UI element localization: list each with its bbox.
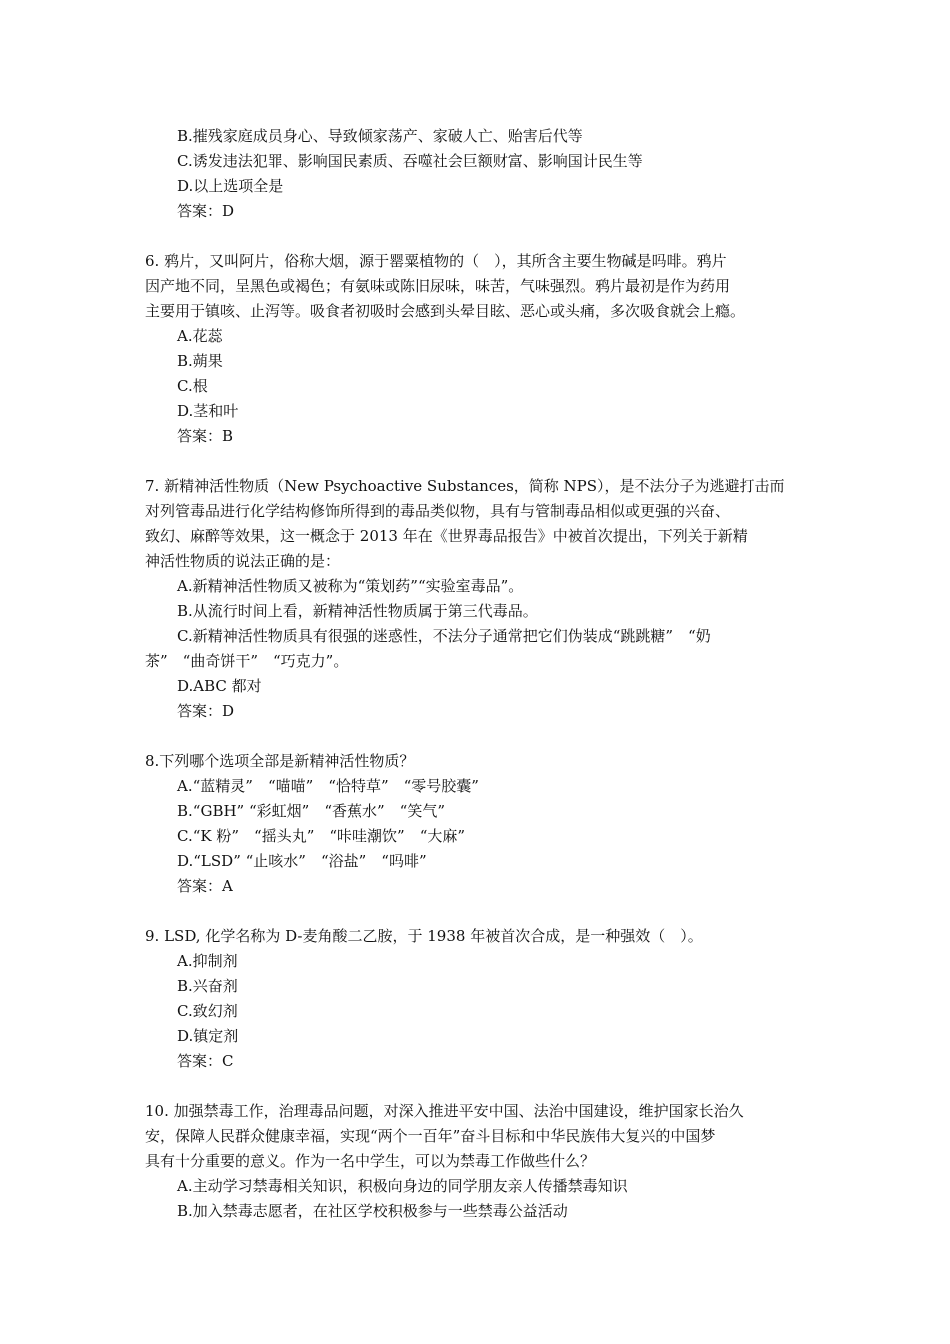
option-b: B.从流行时间上看，新精神活性物质属于第三代毒品。	[177, 602, 538, 620]
option-b: B.“GBH” “彩虹烟” “香蕉水” “笑气”	[177, 802, 445, 820]
question-stem-line: 对列管毒品进行化学结构修饰所得到的毒品类似物，具有与管制毒品相似或更强的兴奋、	[145, 502, 731, 520]
option-a: A.抑制剂	[177, 952, 238, 970]
option-d: D.茎和叶	[177, 402, 239, 420]
option-a: A.主动学习禁毒相关知识，积极向身边的同学朋友亲人传播禁毒知识	[177, 1177, 628, 1195]
answer: 答案：A	[177, 877, 233, 895]
question-6	[145, 249, 810, 449]
option-c: C.新精神活性物质具有很强的迷惑性，不法分子通常把它们伪装成“跳跳糖” “奶	[177, 627, 711, 645]
question-stem-line: 10. 加强禁毒工作，治理毒品问题，对深入推进平安中国、法治中国建设，维护国家长治久	[145, 1102, 744, 1120]
question-stem-line: 6. 鸦片，又叫阿片，俗称大烟，源于罂粟植物的（ ），其所含主要生物碱是吗啡。鸦片	[145, 252, 727, 270]
option-d: D.ABC 都对	[177, 677, 262, 695]
question-stem-line: 因产地不同，呈黑色或褐色；有氨味或陈旧尿味，味苦，气味强烈。鸦片最初是作为药用	[145, 277, 731, 295]
answer: 答案：C	[177, 1052, 234, 1070]
question-7	[145, 474, 810, 724]
document-body	[145, 124, 810, 1224]
question-5-tail	[145, 124, 810, 224]
question-stem-line: 具有十分重要的意义。作为一名中学生，可以为禁毒工作做些什么？	[145, 1152, 596, 1170]
option-d: D.镇定剂	[177, 1027, 239, 1045]
answer: 答案：B	[177, 427, 234, 445]
option-c: C.致幻剂	[177, 1002, 238, 1020]
question-10	[145, 1099, 810, 1224]
option-a: A.新精神活性物质又被称为“策划药”“实验室毒品”。	[177, 577, 524, 595]
option-c: C.“K 粉” “摇头丸” “咔哇潮饮” “大麻”	[177, 827, 466, 845]
question-9	[145, 924, 810, 1074]
option-d: D.“LSD” “止咳水” “浴盐” “吗啡”	[177, 852, 427, 870]
option-a: A.“蓝精灵” “喵喵” “恰特草” “零号胶囊”	[177, 777, 479, 795]
question-stem-line: 致幻、麻醉等效果，这一概念于 2013 年在《世界毒品报告》中被首次提出，下列关于新精	[145, 527, 748, 545]
option-a: A.花蕊	[177, 327, 223, 345]
question-8	[145, 749, 810, 899]
option-d: D.以上选项全是	[177, 177, 284, 195]
option-c: C.根	[177, 377, 208, 395]
answer: 答案：D	[177, 202, 235, 220]
option-b: B.蒴果	[177, 352, 223, 370]
answer: 答案：D	[177, 702, 235, 720]
question-stem-line: 主要用于镇咳、止泻等。吸食者初吸时会感到头晕目眩、恶心或头痛，多次吸食就会上瘾。	[145, 302, 746, 320]
option-b: B.摧残家庭成员身心、导致倾家荡产、家破人亡、贻害后代等	[177, 127, 583, 145]
question-stem-line: 9. LSD, 化学名称为 D-麦角酸二乙胺，于 1938 年被首次合成，是一种强效（ ）。	[145, 927, 703, 945]
option-c-continuation: 茶” “曲奇饼干” “巧克力”。	[145, 652, 349, 670]
question-stem-line: 安，保障人民群众健康幸福，实现“两个一百年”奋斗目标和中华民族伟大复兴的中国梦	[145, 1127, 716, 1145]
question-stem-line: 神活性物质的说法正确的是：	[145, 552, 341, 570]
question-stem-line: 7. 新精神活性物质（New Psychoactive Substances，简称 NPS），是不法分子为逃避打击而	[145, 477, 785, 495]
question-stem-line: 8.下列哪个选项全部是新精神活性物质？	[145, 752, 415, 770]
option-b: B.兴奋剂	[177, 977, 238, 995]
option-c: C.诱发违法犯罪、影响国民素质、吞噬社会巨额财富、影响国计民生等	[177, 152, 643, 170]
option-b: B.加入禁毒志愿者，在社区学校积极参与一些禁毒公益活动	[177, 1202, 568, 1220]
